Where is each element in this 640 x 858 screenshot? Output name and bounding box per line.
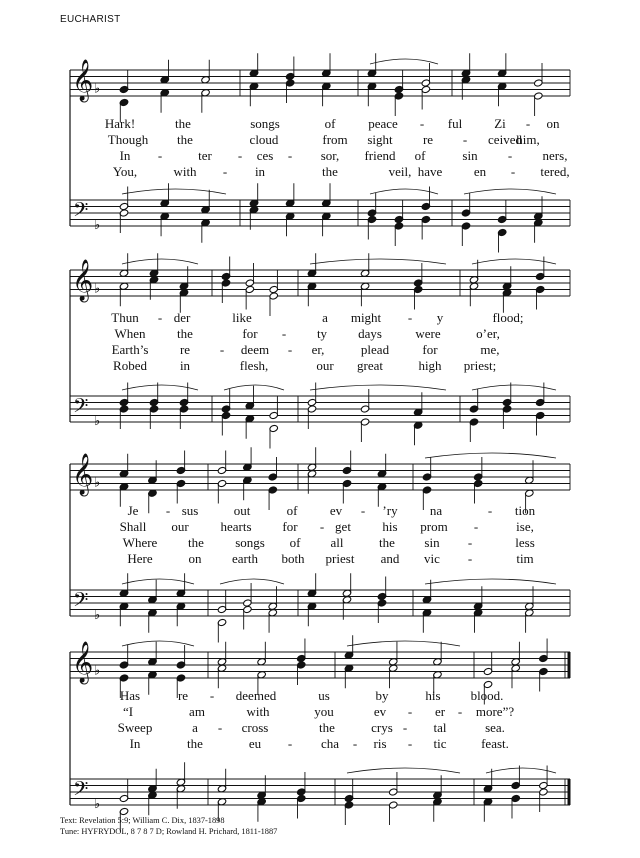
lyric-syllable: ise, xyxy=(516,519,534,534)
hyphen: - xyxy=(467,535,473,550)
lyric-syllable: the xyxy=(177,326,193,341)
lyric-syllable: Thun xyxy=(111,310,139,325)
hyphen: - xyxy=(219,342,225,357)
lyric-syllable: high xyxy=(418,358,442,373)
slur xyxy=(224,385,284,390)
section-header: EUCHARIST xyxy=(60,14,121,25)
lyric-syllable: cha xyxy=(320,736,340,751)
bass-staff xyxy=(70,590,570,616)
hyphen: - xyxy=(407,704,413,719)
lyric-syllable: cloud xyxy=(249,132,279,147)
lyric-syllable: the xyxy=(322,164,338,179)
slur xyxy=(220,579,284,584)
hyphen: - xyxy=(510,164,516,179)
slur xyxy=(370,59,438,64)
slur xyxy=(472,259,556,264)
key-flat-icon: ♭ xyxy=(94,218,101,233)
verse-line-2 xyxy=(0,132,640,148)
lyric-syllable: ’ry xyxy=(382,503,398,518)
lyric-syllable: na xyxy=(429,503,443,518)
lyric-syllable: er xyxy=(434,704,446,719)
lyric-syllable: for xyxy=(242,326,258,341)
lyric-syllable: sea. xyxy=(485,720,505,735)
lyric-syllable: and xyxy=(380,551,400,566)
key-flat-icon: ♭ xyxy=(94,797,101,812)
bass-staff xyxy=(70,779,571,805)
verse-line-2 xyxy=(0,519,640,535)
lyric-syllable: hearts xyxy=(220,519,252,534)
lyric-syllable: priest; xyxy=(463,358,497,373)
lyric-syllable: with xyxy=(246,704,270,719)
treble-clef-icon: 𝄞 xyxy=(72,642,94,683)
lyric-syllable: Shall xyxy=(119,519,147,534)
slur xyxy=(347,641,460,646)
treble-staff xyxy=(70,464,570,490)
verse-line-3 xyxy=(0,148,640,164)
hyphen: - xyxy=(165,503,171,518)
bass-clef-icon: 𝄢 xyxy=(73,394,89,422)
lyric-syllable: peace xyxy=(368,116,398,131)
lyric-syllable: re xyxy=(422,132,434,147)
lyric-syllable: the xyxy=(319,720,335,735)
hyphen: - xyxy=(237,148,243,163)
tune-credit: Tune: HYFRYDOL, 8 7 8 7 D; Rowland H. Prichard, 1811-1887 xyxy=(60,827,278,836)
slur xyxy=(310,385,446,390)
hyphen: - xyxy=(352,736,358,751)
lyric-syllable: earth xyxy=(232,551,258,566)
verse-line-3 xyxy=(0,535,640,551)
hyphen: - xyxy=(217,720,223,735)
lyric-syllable: the xyxy=(175,116,191,131)
lyric-syllable: In xyxy=(119,148,131,163)
lyric-syllable: in xyxy=(254,164,266,179)
lyric-syllable: flesh, xyxy=(239,358,269,373)
slur xyxy=(347,768,460,773)
lyric-syllable: am xyxy=(189,704,205,719)
lyric-syllable: more”? xyxy=(475,704,515,719)
hyphen: - xyxy=(319,519,325,534)
lyric-syllable: o’er, xyxy=(476,326,500,341)
lyric-syllable: re xyxy=(179,342,191,357)
lyric-syllable: flood; xyxy=(492,310,524,325)
key-flat-icon: ♭ xyxy=(94,281,101,297)
treble-notes xyxy=(119,253,556,316)
lyric-syllable: ev xyxy=(329,503,343,518)
lyric-syllable: blood. xyxy=(470,688,504,703)
hyphen: - xyxy=(287,148,293,163)
hyphen: - xyxy=(419,116,425,131)
lyric-syllable: the xyxy=(379,535,395,550)
lyric-syllable: cross xyxy=(241,720,269,735)
lyric-syllable: Je xyxy=(127,503,139,518)
lyric-syllable: er, xyxy=(311,342,325,357)
lyric-syllable: plead xyxy=(360,342,390,357)
lyric-syllable: in xyxy=(179,358,191,373)
lyric-syllable: sus xyxy=(181,503,199,518)
hyphen: - xyxy=(467,551,473,566)
lyric-syllable: with xyxy=(173,164,197,179)
credits xyxy=(60,815,277,837)
lyric-syllable: less xyxy=(515,535,535,550)
key-flat-icon: ♭ xyxy=(94,81,101,97)
final-barline-thick xyxy=(568,779,571,805)
slur xyxy=(425,453,556,458)
lyric-syllable: his xyxy=(382,519,398,534)
lyric-syllable: us xyxy=(318,688,330,703)
lyric-syllable: of xyxy=(414,148,426,163)
lyric-syllable: friend xyxy=(364,148,396,163)
treble-staff xyxy=(70,652,571,678)
lyric-syllable: for xyxy=(422,342,438,357)
hyphen: - xyxy=(407,310,413,325)
hyphen: - xyxy=(222,164,228,179)
lyric-syllable: our xyxy=(316,358,334,373)
lyric-syllable: veil, xyxy=(388,164,412,179)
lyric-syllable: of xyxy=(324,116,336,131)
lyric-syllable: tic xyxy=(433,736,447,751)
hyphen: - xyxy=(473,519,479,534)
lyric-syllable: ceived xyxy=(488,132,522,147)
slur xyxy=(122,579,194,584)
lyric-syllable: Robed xyxy=(113,358,147,373)
lyric-syllable: en xyxy=(473,164,487,179)
slur xyxy=(122,385,198,390)
verse-line-3 xyxy=(0,342,640,358)
lyric-syllable: songs xyxy=(235,535,265,550)
lyric-syllable: sin xyxy=(424,535,440,550)
lyric-syllable: me, xyxy=(480,342,500,357)
slur xyxy=(425,579,556,584)
lyric-syllable: tion xyxy=(514,503,536,518)
lyric-syllable: have xyxy=(417,164,443,179)
lyric-syllable: tered, xyxy=(540,164,570,179)
verse-line-2 xyxy=(0,704,640,720)
lyric-syllable: his xyxy=(425,688,441,703)
lyric-syllable: a xyxy=(192,720,198,735)
lyric-syllable: for xyxy=(282,519,298,534)
verse-line-3 xyxy=(0,720,640,736)
lyric-syllable: like xyxy=(232,310,252,325)
verse-line-1 xyxy=(0,310,640,326)
lyric-syllable: our xyxy=(171,519,189,534)
hyphen: - xyxy=(402,720,408,735)
lyric-syllable: You, xyxy=(112,164,138,179)
lyric-syllable: Here xyxy=(127,551,153,566)
key-flat-icon: ♭ xyxy=(94,475,101,491)
bass-clef-icon: 𝄢 xyxy=(73,588,89,616)
lyric-syllable: him, xyxy=(516,132,540,147)
lyric-syllable: prom xyxy=(420,519,448,534)
lyric-syllable: Hark! xyxy=(104,116,136,131)
bass-clef-icon: 𝄢 xyxy=(73,777,89,805)
lyric-syllable: ev xyxy=(373,704,387,719)
bass-staff xyxy=(70,200,570,226)
lyric-syllable: feast. xyxy=(481,736,509,751)
lyric-syllable: tal xyxy=(433,720,447,735)
hyphen: - xyxy=(157,148,163,163)
verse-line-4 xyxy=(0,551,640,567)
lyric-syllable: ris xyxy=(373,736,387,751)
lyric-syllable: In xyxy=(129,736,141,751)
slur xyxy=(464,189,556,194)
key-flat-icon: ♭ xyxy=(94,608,101,623)
treble-clef-icon: 𝄞 xyxy=(72,260,94,301)
lyric-syllable: by xyxy=(375,688,389,703)
lyric-syllable: Though xyxy=(107,132,149,147)
verse-line-1 xyxy=(0,688,640,704)
lyric-syllable: sight xyxy=(367,132,393,147)
lyric-syllable: Earth’s xyxy=(111,342,149,357)
lyric-syllable: of xyxy=(286,503,298,518)
lyric-syllable: ners, xyxy=(542,148,568,163)
slur xyxy=(122,189,226,194)
text-credit: Text: Revelation 5:9; William C. Dix, 1837-1898 xyxy=(60,816,225,825)
lyric-syllable: were xyxy=(415,326,441,341)
key-flat-icon: ♭ xyxy=(94,414,101,429)
lyric-syllable: get xyxy=(335,519,351,534)
verse-line-4 xyxy=(0,358,640,374)
lyric-syllable: on xyxy=(546,116,560,131)
bass-notes xyxy=(119,183,556,252)
slur xyxy=(370,189,438,194)
hyphen: - xyxy=(287,342,293,357)
verse-line-4 xyxy=(0,164,640,180)
lyric-syllable: y xyxy=(436,310,444,325)
final-barline-thick xyxy=(568,652,571,678)
hyphen: - xyxy=(525,116,531,131)
hyphen: - xyxy=(209,688,215,703)
lyric-syllable: ter xyxy=(198,148,212,163)
hyphen: - xyxy=(407,736,413,751)
hyphen: - xyxy=(287,736,293,751)
slur xyxy=(472,385,556,390)
lyric-syllable: deemed xyxy=(235,688,277,703)
lyric-syllable: ful xyxy=(447,116,463,131)
treble-clef-icon: 𝄞 xyxy=(72,454,94,495)
lyric-syllable: “I xyxy=(122,704,134,719)
bass-clef-icon: 𝄢 xyxy=(73,198,89,226)
lyric-syllable: re xyxy=(177,688,189,703)
lyric-syllable: Has xyxy=(119,688,141,703)
treble-staff xyxy=(70,270,570,296)
lyric-syllable: you xyxy=(314,704,334,719)
hyphen: - xyxy=(462,132,468,147)
lyric-syllable: priest xyxy=(325,551,355,566)
hyphen: - xyxy=(360,503,366,518)
lyric-syllable: eu xyxy=(248,736,262,751)
slur xyxy=(310,259,446,264)
lyric-syllable: tim xyxy=(516,551,534,566)
lyric-syllable: Where xyxy=(122,535,158,550)
bass-staff xyxy=(70,396,570,422)
hyphen: - xyxy=(281,326,287,341)
lyric-syllable: ces xyxy=(256,148,274,163)
hyphen: - xyxy=(487,503,493,518)
lyric-syllable: crys xyxy=(371,720,393,735)
slur xyxy=(122,259,198,264)
lyric-syllable: both xyxy=(281,551,305,566)
verse-line-1 xyxy=(0,503,640,519)
hyphen: - xyxy=(507,148,513,163)
key-flat-icon: ♭ xyxy=(94,663,101,679)
lyric-syllable: ty xyxy=(316,326,328,341)
lyric-syllable: out xyxy=(233,503,251,518)
verse-line-4 xyxy=(0,736,640,752)
treble-staff xyxy=(70,70,570,96)
lyric-syllable: Sweep xyxy=(117,720,153,735)
lyric-syllable: Zi xyxy=(494,116,506,131)
lyric-syllable: the xyxy=(177,132,193,147)
lyric-syllable: of xyxy=(289,535,301,550)
lyric-syllable: deem xyxy=(240,342,270,357)
lyric-syllable: the xyxy=(187,736,203,751)
verse-line-2 xyxy=(0,326,640,342)
hyphen: - xyxy=(157,310,163,325)
lyric-syllable: days xyxy=(358,326,382,341)
lyric-syllable: sin xyxy=(462,148,478,163)
lyric-syllable: the xyxy=(188,535,204,550)
lyric-syllable: a xyxy=(322,310,328,325)
lyric-syllable: great xyxy=(357,358,383,373)
treble-clef-icon: 𝄞 xyxy=(72,60,94,101)
slur xyxy=(486,768,556,773)
lyric-syllable: all xyxy=(330,535,344,550)
lyric-syllable: from xyxy=(322,132,348,147)
lyric-syllable: sor, xyxy=(320,148,340,163)
slur xyxy=(122,641,194,646)
lyric-syllable: songs xyxy=(250,116,280,131)
verse-line-1 xyxy=(0,116,640,132)
lyric-syllable: When xyxy=(114,326,146,341)
lyric-syllable: might xyxy=(350,310,382,325)
lyric-syllable: der xyxy=(173,310,191,325)
hyphen: - xyxy=(457,704,463,719)
lyric-syllable: on xyxy=(188,551,202,566)
lyric-syllable: vic xyxy=(424,551,440,566)
treble-notes xyxy=(119,53,543,122)
